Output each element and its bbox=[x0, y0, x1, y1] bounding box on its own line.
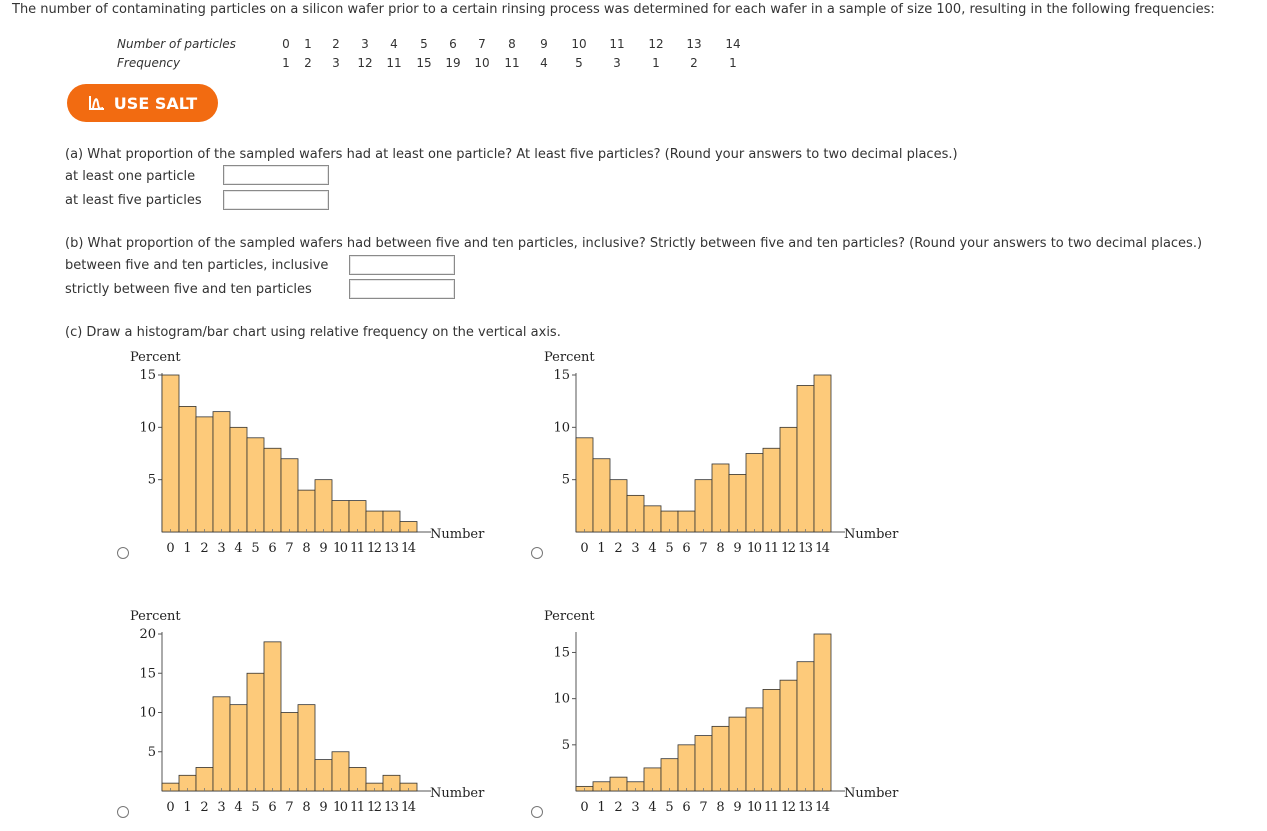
bar bbox=[315, 760, 332, 791]
frequency-cell: 1 bbox=[729, 55, 737, 70]
bar bbox=[712, 726, 729, 791]
bar bbox=[349, 767, 366, 791]
bar bbox=[814, 375, 831, 532]
histogram-option-3 bbox=[125, 604, 505, 819]
between-inclusive-input[interactable] bbox=[349, 255, 455, 275]
x-tick-label: 13 bbox=[384, 800, 399, 815]
x-tick-label: 1 bbox=[597, 800, 606, 815]
particle-count-cell: 8 bbox=[508, 36, 516, 51]
x-tick-label: 2 bbox=[200, 541, 209, 556]
particle-count-cell: 1 bbox=[304, 36, 312, 51]
y-tick-label: 20 bbox=[139, 627, 156, 642]
part-a-question: (a) What proportion of the sampled wafers had at least one particle? At least five particles? (Round your answers to two decimal places.) bbox=[65, 147, 958, 162]
x-tick-label: 5 bbox=[665, 800, 674, 815]
x-tick-label: 5 bbox=[251, 541, 260, 556]
x-tick-label: 13 bbox=[384, 541, 399, 556]
bar bbox=[332, 752, 349, 791]
x-tick-label: 2 bbox=[614, 800, 623, 815]
particle-count-cell: 9 bbox=[540, 36, 548, 51]
bar bbox=[196, 767, 213, 791]
x-tick-label: 5 bbox=[665, 541, 674, 556]
frequency-cell: 11 bbox=[386, 55, 402, 70]
bar bbox=[627, 495, 644, 532]
x-tick-label: 7 bbox=[285, 541, 294, 556]
x-tick-label: 3 bbox=[631, 541, 640, 556]
x-axis-label: Number bbox=[844, 527, 899, 542]
x-tick-label: 4 bbox=[234, 800, 243, 815]
y-tick-label: 15 bbox=[139, 368, 156, 383]
bar bbox=[661, 759, 678, 791]
particles-row-label: Number of particles bbox=[117, 36, 236, 51]
x-tick-label: 14 bbox=[401, 800, 416, 815]
x-tick-label: 1 bbox=[183, 541, 192, 556]
frequency-cell: 12 bbox=[357, 55, 373, 70]
y-tick-label: 10 bbox=[139, 420, 156, 436]
strictly-between-input[interactable] bbox=[349, 279, 455, 299]
frequency-cell: 10 bbox=[474, 55, 490, 70]
x-tick-label: 11 bbox=[764, 800, 779, 815]
x-tick-label: 10 bbox=[747, 800, 762, 815]
x-axis-label: Number bbox=[430, 786, 485, 801]
x-tick-label: 14 bbox=[401, 541, 416, 556]
frequency-cell: 2 bbox=[690, 55, 698, 70]
bar bbox=[264, 448, 281, 532]
bar bbox=[593, 459, 610, 532]
bar bbox=[729, 717, 746, 791]
x-tick-label: 9 bbox=[319, 800, 328, 815]
frequency-cell: 1 bbox=[282, 55, 290, 70]
x-tick-label: 6 bbox=[682, 541, 691, 556]
y-axis-label: Percent bbox=[544, 350, 595, 365]
bar bbox=[162, 375, 179, 532]
x-tick-label: 8 bbox=[716, 800, 725, 815]
x-tick-label: 0 bbox=[580, 800, 589, 815]
part-b-field1-label: between five and ten particles, inclusive bbox=[65, 258, 329, 273]
y-axis-label: Percent bbox=[130, 350, 181, 365]
frequency-cell: 11 bbox=[504, 55, 520, 70]
use-salt-button[interactable] bbox=[67, 84, 218, 122]
frequency-row bbox=[117, 53, 753, 72]
x-tick-label: 1 bbox=[597, 541, 606, 556]
bar bbox=[797, 662, 814, 791]
x-tick-label: 9 bbox=[733, 800, 742, 815]
bar bbox=[349, 501, 366, 532]
at-least-one-input[interactable] bbox=[223, 165, 329, 185]
x-tick-label: 10 bbox=[747, 541, 762, 556]
x-tick-label: 9 bbox=[733, 541, 742, 556]
particle-count-cell: 4 bbox=[390, 36, 398, 51]
x-tick-label: 7 bbox=[285, 800, 294, 815]
bar bbox=[315, 480, 332, 532]
bar bbox=[678, 511, 695, 532]
part-a-field1-label: at least one particle bbox=[65, 169, 196, 184]
x-tick-label: 12 bbox=[367, 800, 382, 815]
x-tick-label: 7 bbox=[699, 800, 708, 815]
x-tick-label: 2 bbox=[200, 800, 209, 815]
particle-count-cell: 13 bbox=[686, 36, 702, 51]
bar bbox=[383, 511, 400, 532]
x-tick-label: 6 bbox=[268, 541, 277, 556]
x-tick-label: 12 bbox=[781, 800, 796, 815]
x-tick-label: 12 bbox=[781, 541, 796, 556]
histogram-option-1 bbox=[125, 345, 505, 560]
bar bbox=[213, 697, 230, 791]
x-tick-label: 0 bbox=[166, 800, 175, 815]
y-tick-label: 10 bbox=[553, 420, 570, 436]
x-tick-label: 14 bbox=[815, 541, 830, 556]
frequency-cell: 19 bbox=[445, 55, 461, 70]
bar bbox=[814, 634, 831, 791]
bar bbox=[695, 480, 712, 532]
frequency-cell: 3 bbox=[613, 55, 621, 70]
histogram-option-4 bbox=[539, 604, 919, 819]
salt-chart-icon bbox=[88, 95, 106, 111]
bar bbox=[230, 705, 247, 791]
x-tick-label: 11 bbox=[764, 541, 779, 556]
x-tick-label: 6 bbox=[268, 800, 277, 815]
bar bbox=[780, 427, 797, 532]
x-tick-label: 7 bbox=[699, 541, 708, 556]
particle-count-cell: 0 bbox=[282, 36, 290, 51]
bar bbox=[281, 713, 298, 792]
y-axis-label: Percent bbox=[130, 609, 181, 624]
bar bbox=[247, 673, 264, 791]
x-tick-label: 1 bbox=[183, 800, 192, 815]
bar bbox=[712, 464, 729, 532]
particles-row bbox=[117, 34, 753, 53]
x-tick-label: 6 bbox=[682, 800, 691, 815]
x-tick-label: 4 bbox=[648, 541, 657, 556]
x-tick-label: 3 bbox=[217, 800, 226, 815]
x-tick-label: 10 bbox=[333, 541, 348, 556]
bar bbox=[780, 680, 797, 791]
x-tick-label: 5 bbox=[251, 800, 260, 815]
x-tick-label: 9 bbox=[319, 541, 328, 556]
x-tick-label: 4 bbox=[648, 800, 657, 815]
frequency-cell: 2 bbox=[304, 55, 312, 70]
x-tick-label: 10 bbox=[333, 800, 348, 815]
x-tick-label: 0 bbox=[580, 541, 589, 556]
y-tick-label: 5 bbox=[147, 472, 156, 488]
x-tick-label: 8 bbox=[302, 541, 311, 556]
part-b-field2-label: strictly between five and ten particles bbox=[65, 282, 312, 297]
bar bbox=[179, 406, 196, 532]
particle-count-cell: 7 bbox=[478, 36, 486, 51]
y-tick-label: 15 bbox=[553, 368, 570, 383]
x-tick-label: 0 bbox=[166, 541, 175, 556]
x-tick-label: 3 bbox=[631, 800, 640, 815]
y-tick-label: 10 bbox=[553, 691, 570, 707]
part-b-question: (b) What proportion of the sampled wafers had between five and ten particles, inclusive? Strictly between five and ten particles? (Round your answers to two decimal places.) bbox=[65, 236, 1203, 251]
y-tick-label: 5 bbox=[561, 737, 570, 753]
bar bbox=[213, 412, 230, 532]
bar bbox=[729, 474, 746, 532]
y-tick-label: 5 bbox=[147, 744, 156, 760]
x-axis-label: Number bbox=[844, 786, 899, 801]
bar bbox=[576, 438, 593, 532]
bar bbox=[797, 385, 814, 532]
x-tick-label: 8 bbox=[716, 541, 725, 556]
bar bbox=[644, 506, 661, 532]
x-tick-label: 4 bbox=[234, 541, 243, 556]
bar bbox=[610, 480, 627, 532]
frequency-cell: 15 bbox=[416, 55, 432, 70]
particle-count-cell: 2 bbox=[332, 36, 340, 51]
x-tick-label: 11 bbox=[350, 800, 365, 815]
bar bbox=[763, 448, 780, 532]
bar bbox=[661, 511, 678, 532]
bar bbox=[230, 427, 247, 532]
bar bbox=[298, 490, 315, 532]
bar bbox=[644, 768, 661, 791]
particle-count-cell: 10 bbox=[571, 36, 587, 51]
bar bbox=[281, 459, 298, 532]
bar bbox=[332, 501, 349, 532]
particle-count-cell: 14 bbox=[725, 36, 741, 51]
particle-count-cell: 12 bbox=[648, 36, 664, 51]
x-axis-label: Number bbox=[430, 527, 485, 542]
bar bbox=[763, 689, 780, 791]
x-tick-label: 13 bbox=[798, 800, 813, 815]
x-tick-label: 8 bbox=[302, 800, 311, 815]
y-tick-label: 10 bbox=[139, 705, 156, 721]
bar bbox=[695, 736, 712, 791]
bar bbox=[366, 511, 383, 532]
frequency-row-label: Frequency bbox=[117, 55, 181, 70]
x-tick-label: 2 bbox=[614, 541, 623, 556]
bar bbox=[298, 705, 315, 791]
y-tick-label: 15 bbox=[139, 666, 156, 682]
frequency-cell: 5 bbox=[575, 55, 583, 70]
particle-count-cell: 3 bbox=[361, 36, 369, 51]
bar bbox=[196, 417, 213, 532]
bar bbox=[678, 745, 695, 791]
histogram-option-2 bbox=[539, 345, 919, 560]
y-axis-label: Percent bbox=[544, 609, 595, 624]
frequency-table bbox=[117, 34, 753, 72]
y-tick-label: 15 bbox=[553, 645, 570, 661]
x-tick-label: 3 bbox=[217, 541, 226, 556]
bar bbox=[247, 438, 264, 532]
x-tick-label: 11 bbox=[350, 541, 365, 556]
particle-count-cell: 6 bbox=[449, 36, 457, 51]
y-tick-label: 5 bbox=[561, 472, 570, 488]
problem-intro: The number of contaminating particles on a silicon wafer prior to a certain rinsing process was determined for each wafer in a sample of size 100, resulting in the following frequencies: bbox=[12, 2, 1215, 17]
x-tick-label: 12 bbox=[367, 541, 382, 556]
particle-count-cell: 5 bbox=[420, 36, 428, 51]
bar bbox=[264, 642, 281, 791]
use-salt-label: USE SALT bbox=[113, 93, 198, 113]
bar bbox=[746, 454, 763, 533]
frequency-cell: 1 bbox=[652, 55, 660, 70]
frequency-cell: 4 bbox=[540, 55, 548, 70]
frequency-cell: 3 bbox=[332, 55, 340, 70]
x-tick-label: 14 bbox=[815, 800, 830, 815]
bar bbox=[746, 708, 763, 791]
at-least-five-input[interactable] bbox=[223, 190, 329, 210]
part-c-question: (c) Draw a histogram/bar chart using relative frequency on the vertical axis. bbox=[65, 325, 561, 340]
x-tick-label: 13 bbox=[798, 541, 813, 556]
part-a-field2-label: at least five particles bbox=[65, 193, 202, 208]
particle-count-cell: 11 bbox=[609, 36, 625, 51]
